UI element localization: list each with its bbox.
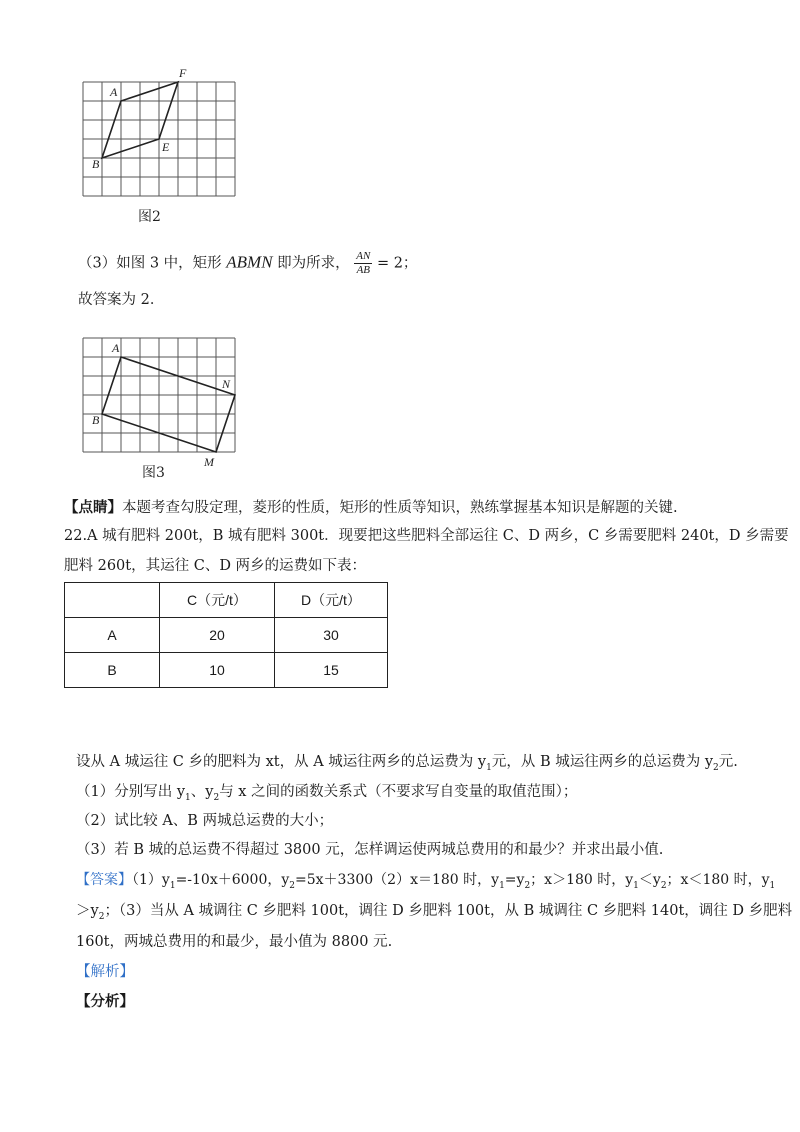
subscript: 2: [660, 880, 667, 891]
table-header-row: [65, 583, 388, 618]
answer-text: =5x＋3300（2）x＝180 时，y: [295, 872, 500, 888]
table-header-cell: C（元/t）: [160, 583, 275, 618]
point-a-label: A: [112, 341, 120, 355]
setup-text: 元，从 B 城运往两乡的总运费为 y: [491, 754, 714, 770]
q1-text: 、y: [190, 784, 214, 800]
setup-line: [76, 752, 738, 778]
subscript: 1: [169, 880, 176, 891]
answer-text: ；（3）当从 A 城调往 C 乡肥料 100t，调往 D 乡肥料 100t，从 B 城调往 C 乡肥料 140t，调往 D 乡肥料: [104, 903, 793, 919]
answer-label: 【答案】: [76, 872, 132, 888]
question-1: [76, 782, 577, 808]
part3-line: [78, 250, 417, 277]
point-b-label: B: [92, 413, 100, 427]
answer-line-3: 160t，两城总费用的和最少，最小值为 8800 元.: [76, 934, 393, 950]
figure-2: [76, 62, 246, 237]
subscript: 1: [633, 880, 639, 891]
setup-text: 设从 A 城运往 C 乡的肥料为 xt，从 A 城运往两乡的总运费为 y: [76, 754, 487, 770]
subscript: 2: [213, 792, 220, 803]
figure-3: [76, 330, 246, 480]
analysis-label: 【解析】: [76, 964, 134, 980]
answer-text: ；x＞180 时，y: [530, 872, 634, 888]
fraction-denominator: AB: [356, 264, 371, 276]
table-cell: 10: [160, 653, 275, 688]
subscript: 2: [713, 762, 719, 773]
ratio-fraction: [354, 250, 372, 277]
answer-line-1: [76, 870, 775, 896]
point-n-label: N: [222, 377, 231, 391]
figure-3-caption: 图3: [142, 465, 165, 481]
table-header-cell: D（元/t）: [275, 583, 388, 618]
comment-line: [64, 498, 678, 518]
table-row: [65, 653, 388, 688]
question-2: （2）试比较 A、B 两城总运费的大小；: [76, 813, 334, 829]
grid-3: [83, 338, 235, 452]
figure-2-caption: 图2: [138, 209, 161, 225]
table-cell: A: [65, 618, 160, 653]
problem22-line1: 22.A 城有肥料 200t，B 城有肥料 300t．现要把这些肥料全部运往 C、D 两乡，C 乡需要肥料 240t，D 乡需要: [64, 528, 789, 544]
q1-text: 与 x 之间的函数关系式（不要求写自变量的取值范围）；: [219, 784, 578, 800]
answer-text: （1）y: [132, 872, 170, 888]
point-e-label: E: [162, 140, 170, 154]
table-cell: B: [65, 653, 160, 688]
answer-line-2: [76, 901, 792, 927]
fraction-numerator: AN: [356, 250, 371, 262]
subscript: 1: [499, 880, 505, 891]
answer-text: ＞y: [76, 903, 99, 919]
fee-table: [64, 582, 388, 688]
table-header-cell: [65, 583, 160, 618]
rectangle-abmn: [102, 357, 235, 452]
point-a-label: A: [110, 85, 118, 99]
subscript: 2: [524, 880, 531, 891]
point-f-label: F: [179, 66, 187, 80]
part3-suffix: = 2；: [376, 255, 418, 272]
answer-text: ＜y: [638, 872, 661, 888]
table-row: [65, 618, 388, 653]
subscript: 2: [289, 880, 296, 891]
setup-text: 元.: [718, 754, 738, 770]
q1-text: （1）分别写出 y: [76, 784, 186, 800]
part3-middle: 即为所求，: [277, 255, 350, 272]
subscript: 1: [769, 880, 776, 891]
comment-text: 本题考查勾股定理，菱形的性质，矩形的性质等知识，熟练掌握基本知识是解题的关键.: [122, 500, 678, 516]
comment-label: 【点睛】: [64, 499, 122, 516]
problem22-line2: 肥料 260t，其运往 C、D 两乡的运费如下表：: [64, 558, 367, 574]
answer-line: 故答案为 2．: [78, 292, 165, 308]
fenxi-label: 【分析】: [76, 993, 134, 1010]
answer-text: =y: [504, 872, 525, 888]
table-cell: 30: [275, 618, 388, 653]
table-cell: 20: [160, 618, 275, 653]
table-cell: 15: [275, 653, 388, 688]
answer-text: ；x＜180 时，y: [666, 872, 770, 888]
answer-text: =-10x＋6000，y: [175, 872, 290, 888]
part3-prefix: （3）如图 3 中，矩形: [78, 255, 222, 272]
point-b-label: B: [92, 157, 100, 171]
subscript: 1: [486, 762, 492, 773]
point-m-label: M: [204, 455, 214, 469]
question-3: （3）若 B 城的总运费不得超过 3800 元，怎样调运使两城总费用的和最少？并求出最小值.: [76, 842, 664, 858]
subscript: 2: [98, 911, 105, 922]
rect-name: ABMN: [226, 252, 273, 272]
subscript: 1: [185, 792, 191, 803]
